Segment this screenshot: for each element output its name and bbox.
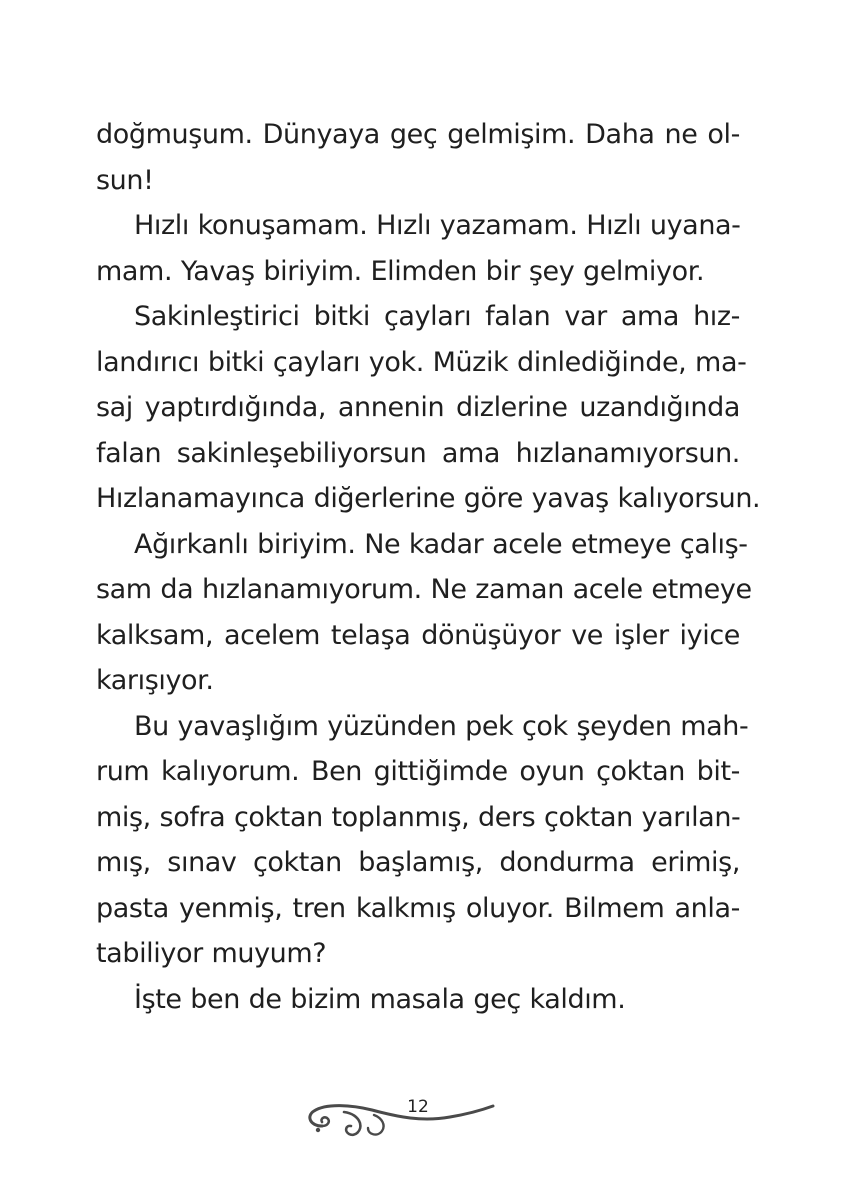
text-line: mam. Yavaş biriyim. Elimden bir şey gelmiyor. <box>96 255 705 287</box>
text-line: karışıyor. <box>96 665 214 696</box>
text-line: falan sakinleşebiliyorsun ama hızlanamıyorsun. <box>96 437 740 469</box>
text-line: pasta yenmiş, tren kalkmış oluyor. Bilmem anla- <box>96 892 740 924</box>
text-line: Bu yavaşlığım yüzünden pek çok şeyden mah- <box>134 710 749 742</box>
text-line: rum kalıyorum. Ben gittiğimde oyun çoktan bit- <box>96 756 740 787</box>
text-line: Hızlı konuşamam. Hızlı yazamam. Hızlı uyana- <box>134 210 741 241</box>
text-line: tabiliyor muyum? <box>96 938 327 969</box>
body-text <box>96 112 761 1022</box>
text-line: doğmuşum. Dünyaya geç gelmişim. Daha ne ol- <box>96 119 740 150</box>
text-line: sun! <box>96 164 154 196</box>
text-line: saj yaptırdığında, annenin dizlerine uzandığında <box>96 392 740 423</box>
text-line: sam da hızlanamıyorum. Ne zaman acele etmeye <box>96 574 752 605</box>
text-line: Sakinleştirici bitki çayları falan var ama hız- <box>134 301 740 332</box>
page-number: 12 <box>407 1097 429 1117</box>
text-line: İşte ben de bizim masala geç kaldım. <box>134 983 626 1015</box>
text-line: landırıcı bitki çayları yok. Müzik dinlediğinde, ma- <box>96 346 747 378</box>
text-line: Hızlanamayınca diğerlerine göre yavaş kalıyorsun. <box>96 483 761 514</box>
text-line: kalksam, acelem telaşa dönüşüyor ve işler iyice <box>96 619 740 651</box>
text-line: Ağırkanlı biriyim. Ne kadar acele etmeye çalış- <box>134 528 748 560</box>
text-line: miş, sofra çoktan toplanmış, ders çoktan yarılan- <box>96 801 741 833</box>
text-line: mış, sınav çoktan başlamış, dondurma erimiş, <box>96 847 740 878</box>
